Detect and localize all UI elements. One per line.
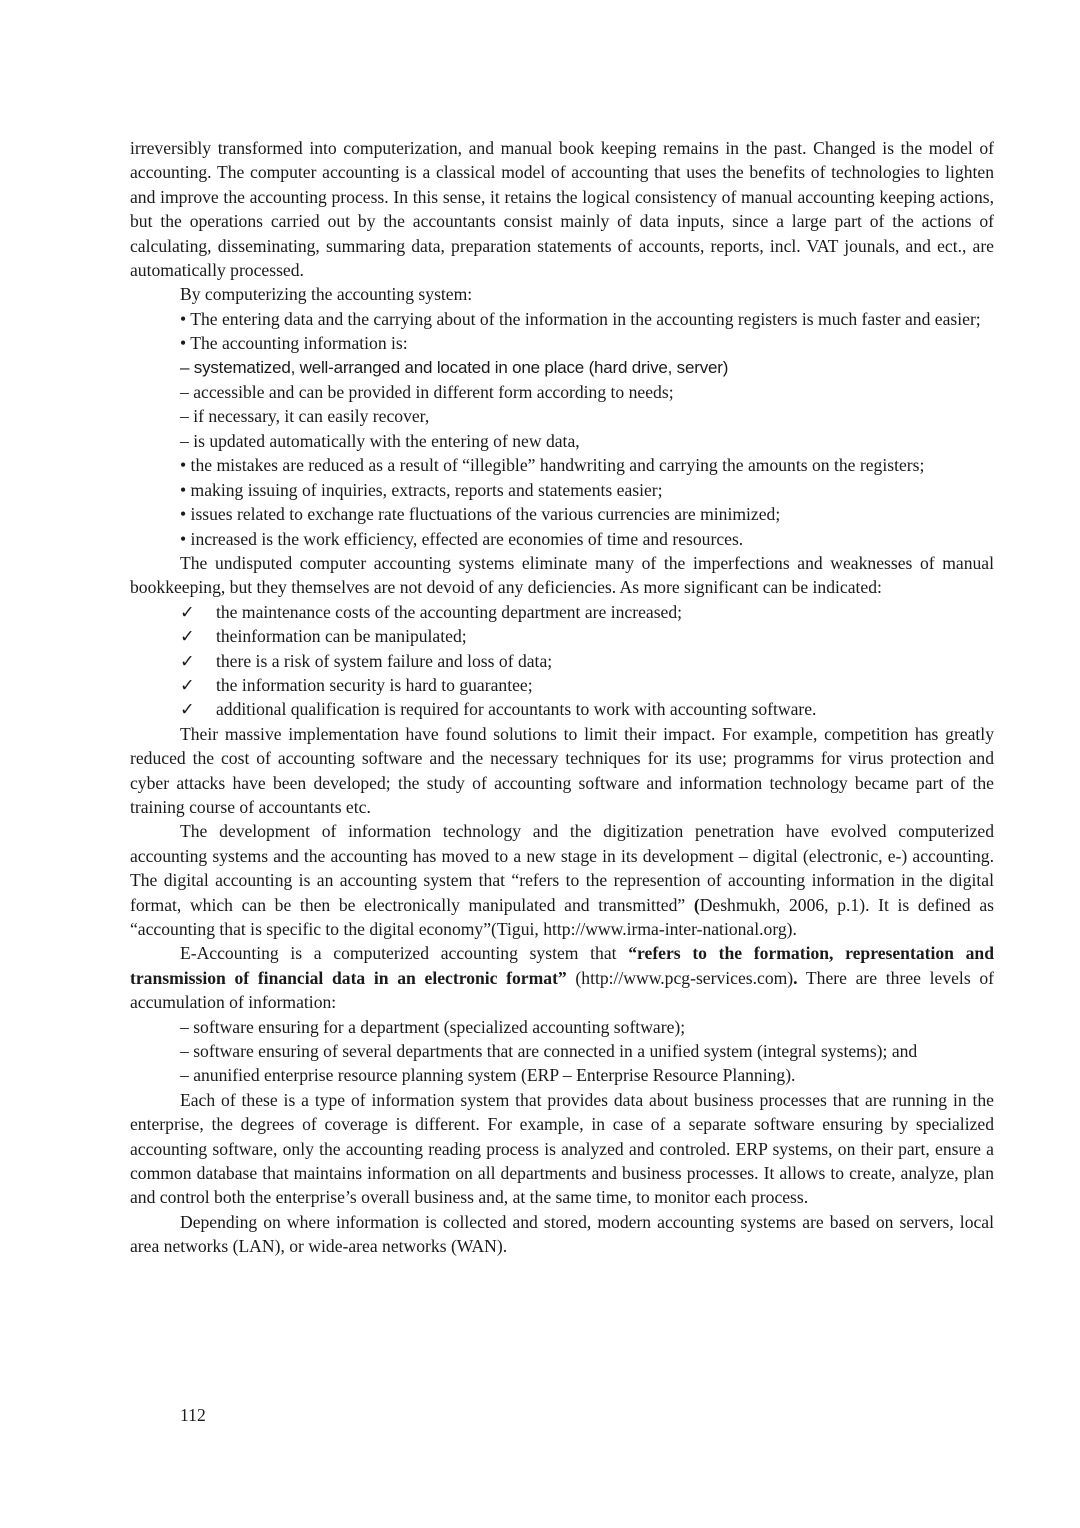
paragraph-deficiencies: The undisputed computer accounting systems eliminate many of the imperfections and weaknesses of manual bookkeeping, but they themselves are not devoid of any deficiencies. As more significant can be indicated: bbox=[130, 552, 994, 598]
level-item-several-departments: – software ensuring of several departments that are connected in a unified system (integral systems); and bbox=[180, 1041, 918, 1062]
check-item-text: additional qualification is required for accountants to work with accounting software. bbox=[216, 699, 817, 720]
e-accounting-definition: “refers to the formation, representation and transmission of financial data in an electronic format” bbox=[130, 943, 994, 988]
dash-item-accessible: – accessible and can be provided in different form according to needs; bbox=[180, 382, 674, 403]
e-accounting-period: . bbox=[793, 967, 798, 988]
e-accounting-text: E-Accounting is a computerized accounting system that bbox=[180, 943, 629, 964]
paragraph-digital-accounting bbox=[130, 819, 994, 941]
paragraph-information-systems: Each of these is a type of information system that provides data about business processes that are running in the enterprise, the degrees of coverage is different. For example, in case of a separate software ensuring by specialized accounting software, only the accounting reading process is analyzed and controled. ERP systems, on their part, ensure a common database that maintains information on all departments and business processes. It allows to create, analyze, plan and control both the enterprise’s overall business and, at the same time, to monitor each process. bbox=[130, 1089, 994, 1208]
check-icon: ✓ bbox=[180, 626, 195, 647]
check-item bbox=[130, 624, 994, 648]
paragraph-e-accounting bbox=[130, 941, 994, 1014]
check-item-text: theinformation can be manipulated; bbox=[216, 626, 467, 647]
paragraph-networks: Depending on where information is collected and stored, modern accounting systems are based on servers, local area networks (LAN), or wide-area networks (WAN). bbox=[130, 1211, 994, 1257]
digital-accounting-text: The development of information technology and the digitization penetration have evolved computerized accounting systems and the accounting has moved to a new stage in its development – digital (electronic, e-) accounting. The digital accounting is an accounting system that “refers to the represention of accounting information in the digital format, which can be then be electronically manipulated and transmitted” bbox=[130, 821, 994, 915]
digital-accounting-citation: Deshmukh, 2006, p.1). It is defined as “accounting that is specific to the digital economy”(Tigui, http://www.irma-inter-national.org). bbox=[130, 894, 994, 939]
dash-item-updated: – is updated automatically with the entering of new data, bbox=[180, 430, 580, 451]
check-item-text: there is a risk of system failure and loss of data; bbox=[216, 650, 553, 671]
bullet-efficiency: • increased is the work efficiency, effected are economies of time and resources. bbox=[180, 528, 744, 549]
check-item bbox=[130, 697, 994, 721]
e-accounting-source: (http://www.pcg-services.com) bbox=[566, 967, 794, 988]
check-item-text: the information security is hard to guarantee; bbox=[216, 674, 533, 695]
check-icon: ✓ bbox=[180, 674, 195, 695]
bullet-mistakes: • the mistakes are reduced as a result of “illegible” handwriting and carrying the amounts on the registers; bbox=[180, 455, 925, 476]
check-item bbox=[130, 600, 994, 624]
page-number: 112 bbox=[180, 1405, 206, 1425]
level-item-department: – software ensuring for a department (specialized accounting software); bbox=[180, 1016, 686, 1037]
paragraph-intro: irreversibly transformed into computerization, and manual book keeping remains in the past. Changed is the model of accounting. The computer accounting is a classical model of accounting that uses the benefits of technologies to lighten and improve the accounting process. In this sense, it retains the logical consistency of manual accounting keeping actions, but the operations carried out by the accountants consist mainly of data inputs, since a large part of the actions of calculating, disseminating, summaring data, preparation statements of accounts, reports, incl. VAT jounals, and ect., are automatically processed. bbox=[130, 138, 994, 281]
check-icon: ✓ bbox=[180, 650, 195, 671]
paragraph-implementation: Their massive implementation have found solutions to limit their impact. For example, competition has greatly reduced the cost of accounting software and the necessary techniques for its use; programms for virus protection and cyber attacks have been developed; the study of accounting software and information technology became part of the training course of accountants etc. bbox=[130, 723, 994, 817]
bullet-exchange-rate: • issues related to exchange rate fluctuations of the various currencies are minimized; bbox=[180, 504, 781, 525]
check-item-text: the maintenance costs of the accounting department are increased; bbox=[216, 601, 683, 622]
check-icon: ✓ bbox=[180, 601, 195, 622]
e-accounting-levels: There are three levels of accumulation of information: bbox=[130, 967, 994, 1013]
paragraph-computerizing: By computerizing the accounting system: bbox=[180, 284, 473, 305]
page-body bbox=[130, 136, 994, 1259]
check-item bbox=[130, 673, 994, 697]
dash-item-systematized: – systematized, well-arranged and located in one place (hard drive, server) bbox=[180, 357, 729, 377]
check-item bbox=[130, 649, 994, 673]
bullet-entering-data: • The entering data and the carrying about of the information in the accounting registers is much faster and easier; bbox=[180, 308, 981, 329]
bullet-inquiries: • making issuing of inquiries, extracts, reports and statements easier; bbox=[180, 479, 663, 500]
level-item-erp: – anunified enterprise resource planning system (ERP – Enterprise Resource Planning). bbox=[180, 1065, 796, 1086]
open-paren: ( bbox=[693, 894, 700, 915]
check-icon: ✓ bbox=[180, 699, 195, 720]
bullet-accounting-info: • The accounting information is: bbox=[180, 333, 408, 354]
dash-item-recover: – if necessary, it can easily recover, bbox=[180, 406, 430, 427]
